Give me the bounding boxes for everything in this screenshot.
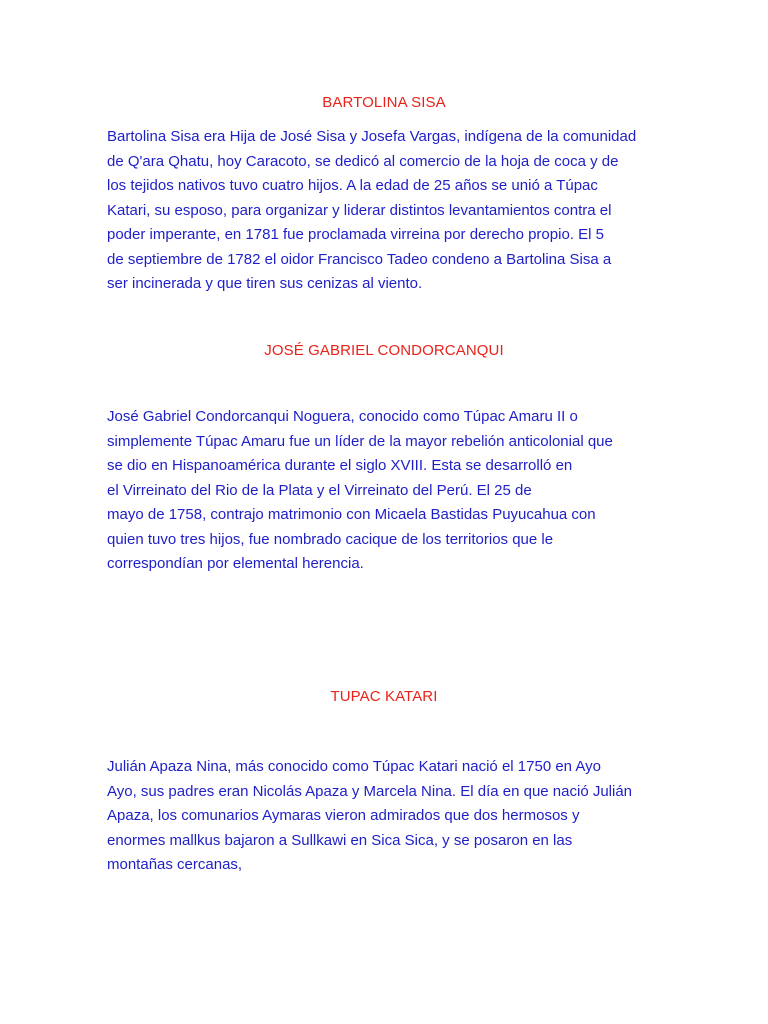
text-line: Apaza, los comunarios Aymaras vieron admirados que dos hermosos y — [107, 807, 580, 824]
text-line: el Virreinato del Rio de la Plata y el Virreinato del Perú. El 25 de — [107, 481, 532, 499]
text-line: enormes mallkus bajaron a Sullkawi en Sica Sica, y se posaron en las — [107, 831, 573, 849]
text-line: poder imperante, en 1781 fue proclamada virreina por derecho propio. El 5 — [107, 226, 604, 243]
text-line: de septiembre de 1782 el oidor Francisco Tadeo condeno a Bartolina Sisa a — [107, 250, 612, 268]
paragraph-jose-gabriel-condorcanqui — [107, 405, 667, 577]
text-line: Bartolina Sisa era Hija de José Sisa y Josefa Vargas, indígena de la comunidad — [107, 128, 637, 145]
heading-tupac-katari: TUPAC KATARI — [330, 688, 438, 705]
text-line: Ayo, sus padres eran Nicolás Apaza y Marcela Nina. El día en que nació Julián — [107, 782, 633, 800]
text-line: montañas cercanas, — [107, 856, 243, 873]
heading-jose-gabriel-condorcanqui: JOSÉ GABRIEL CONDORCANQUI — [264, 342, 504, 359]
text-line: José Gabriel Condorcanqui Noguera, conocido como Túpac Amaru II o — [107, 408, 578, 425]
heading-bartolina-sisa: BARTOLINA SISA — [322, 94, 446, 111]
paragraph-tupac-katari — [107, 755, 667, 878]
text-line: mayo de 1758, contrajo matrimonio con Micaela Bastidas Puyucahua con — [107, 506, 596, 523]
text-line: de Q'ara Qhatu, hoy Caracoto, se dedicó al comercio de la hoja de coca y de — [107, 152, 619, 170]
text-line: se dio en Hispanoamérica durante el siglo XVIII. Esta se desarrolló en — [107, 457, 573, 474]
text-line: ser incinerada y que tiren sus cenizas al viento. — [107, 275, 423, 292]
text-line: Katari, su esposo, para organizar y liderar distintos levantamientos contra el — [107, 201, 612, 219]
text-line: quien tuvo tres hijos, fue nombrado cacique de los territorios que le — [107, 530, 554, 548]
text-line: correspondían por elemental herencia. — [107, 555, 364, 572]
text-line: Julián Apaza Nina, más conocido como Túpac Katari nació el 1750 en Ayo — [107, 758, 601, 775]
text-line: simplemente Túpac Amaru fue un líder de la mayor rebelión anticolonial que — [107, 432, 613, 450]
text-line: los tejidos nativos tuvo cuatro hijos. A la edad de 25 años se unió a Túpac — [107, 177, 598, 194]
paragraph-bartolina-sisa — [107, 125, 667, 297]
